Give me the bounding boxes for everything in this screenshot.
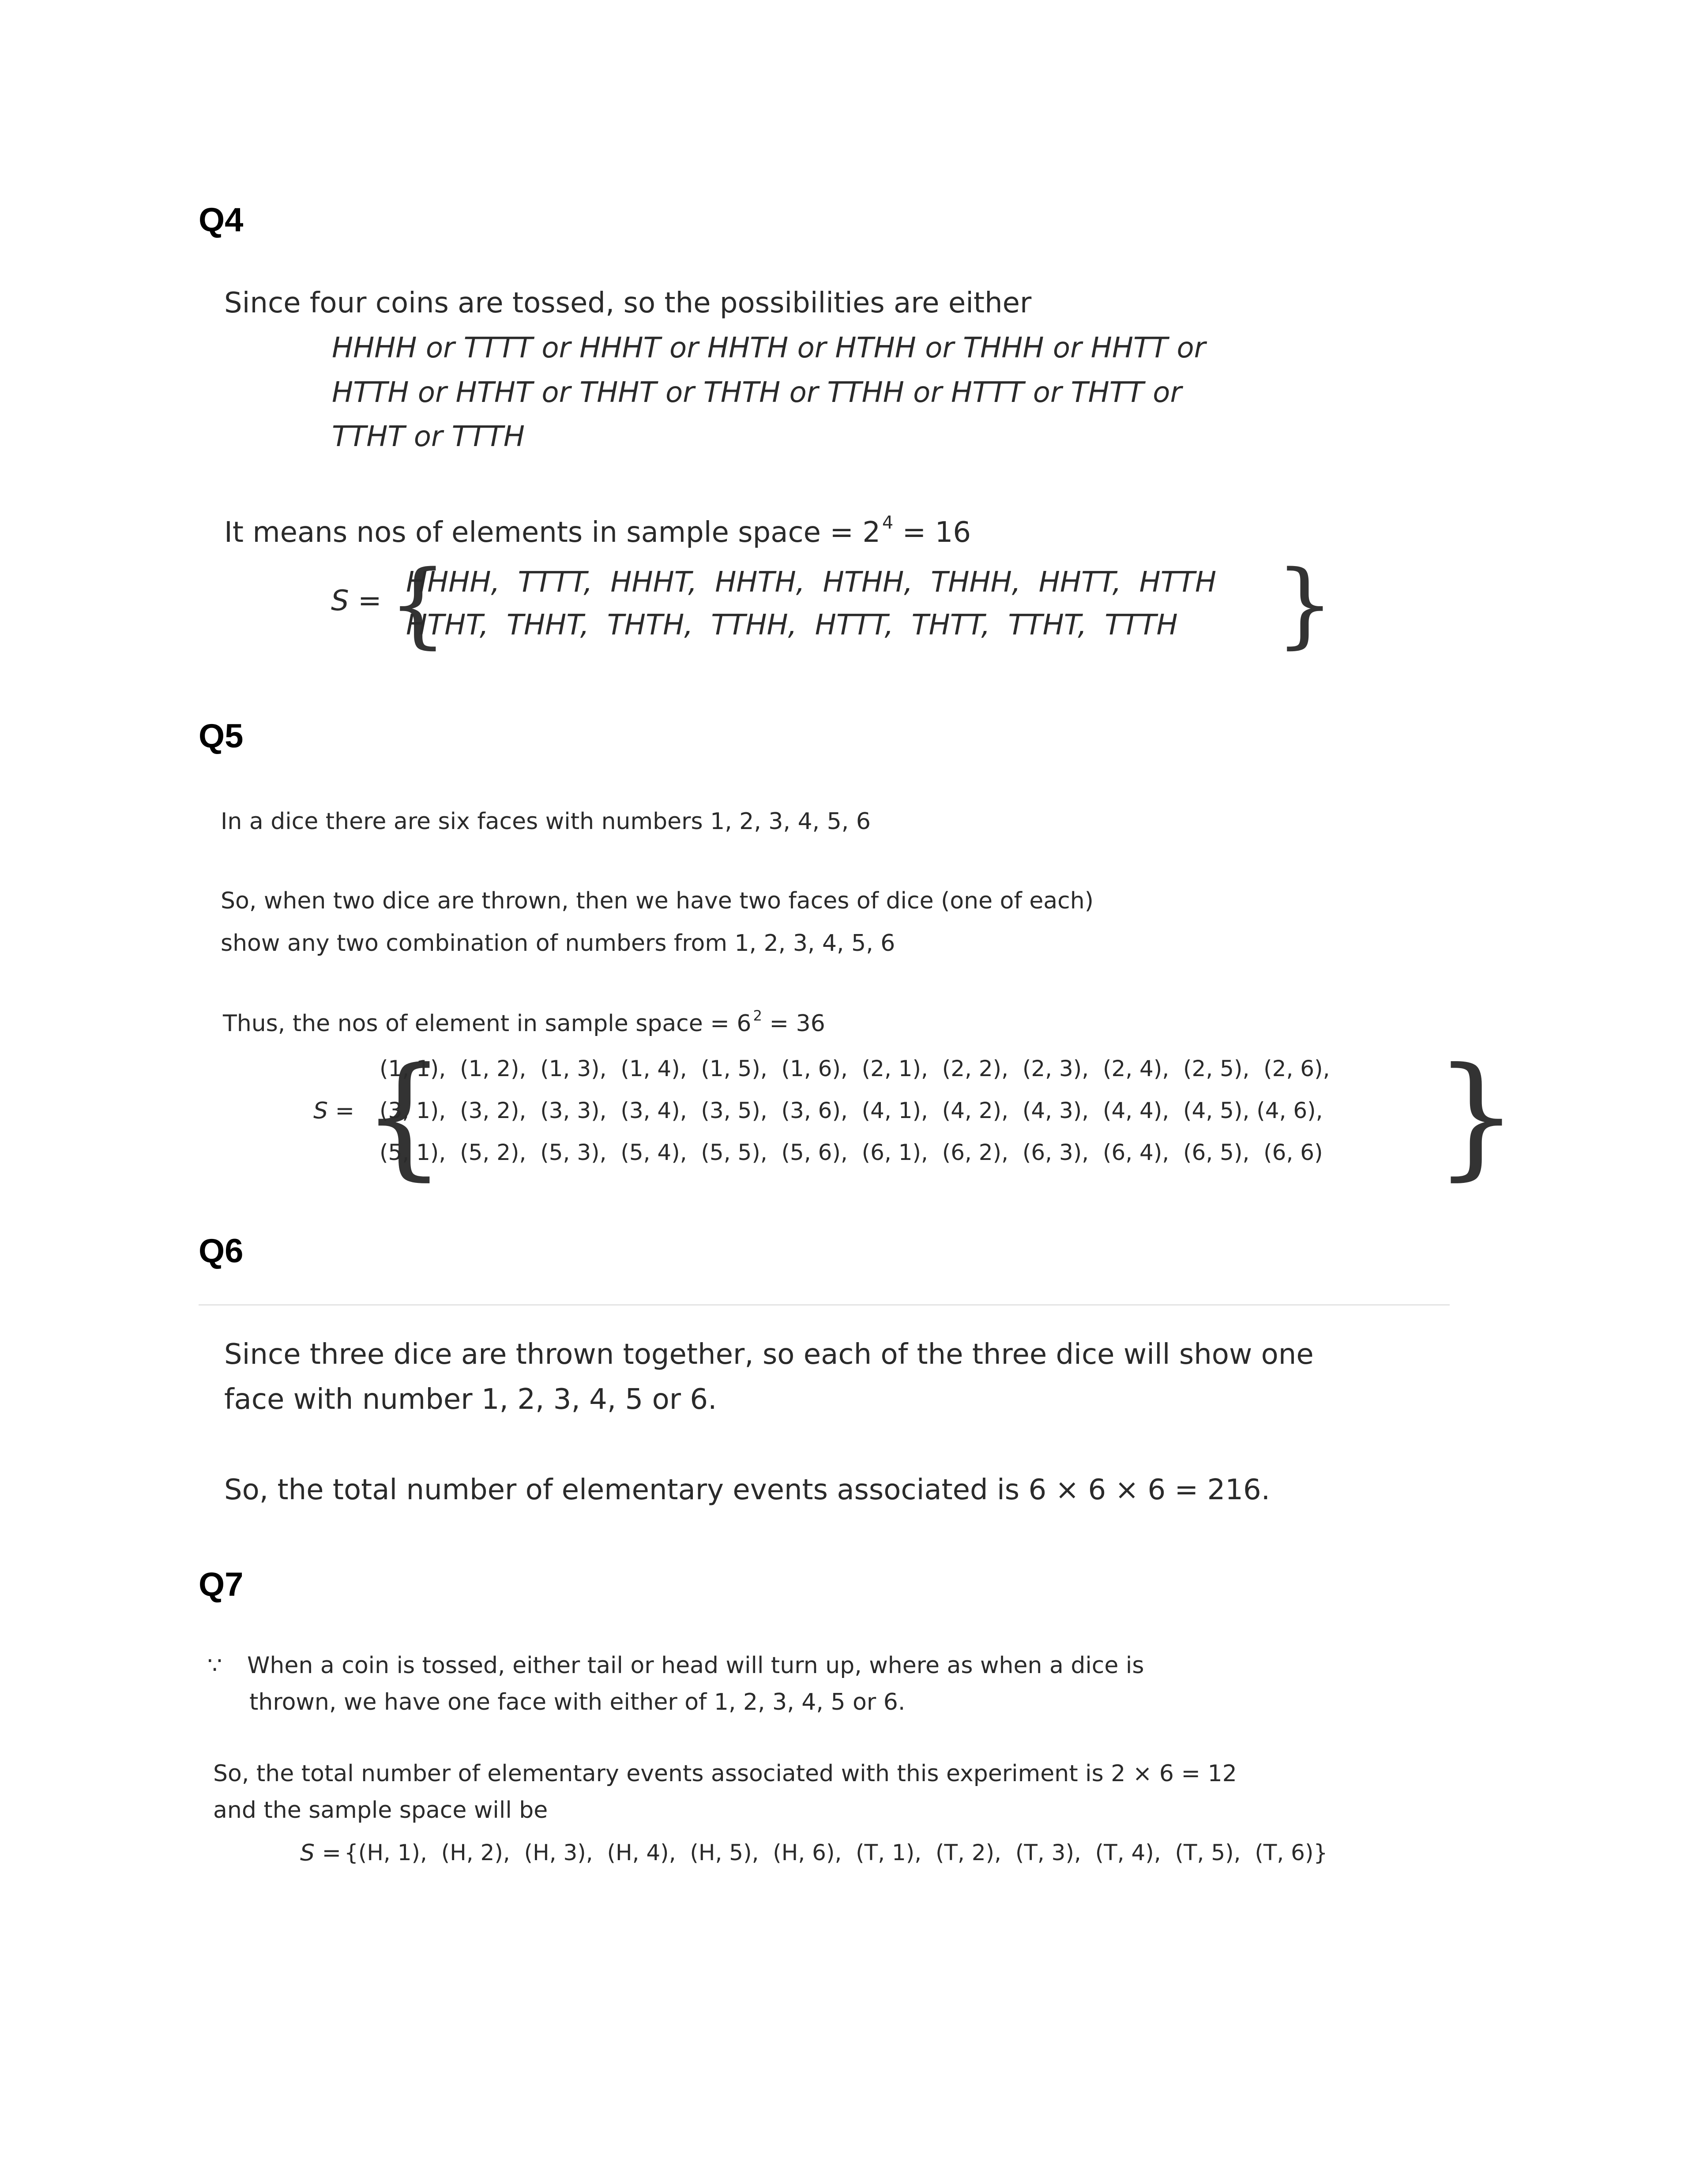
q6-heading: Q6	[199, 1232, 244, 1270]
q4-set-label: S =	[331, 585, 382, 617]
q7-set-row: {(H, 1), (H, 2), (H, 3), (H, 4), (H, 5), (H, 6), (T, 1), (T, 2), (T, 3), (T, 4), (T, 5), (T, 6)}	[344, 1840, 1328, 1865]
q4-set-row-1: HHHH, TTTT, HHHT, HHTH, HTHH, THHH, HHTT, HTTH	[406, 566, 1217, 599]
q5-line-3: show any two combination of numbers from 1, 2, 3, 4, 5, 6	[221, 930, 895, 957]
q7-heading: Q7	[199, 1566, 244, 1603]
q7-line-1: When a coin is tossed, either tail or head will turn up, where as when a dice is	[247, 1652, 1144, 1679]
q5-sample-space-count	[223, 1007, 825, 1037]
q4-set-close-brace: }	[1275, 550, 1335, 658]
q4-sample-space-count	[224, 513, 971, 549]
q4-possibilities-line-1: HHHH or TTTT or HHHT or HHTH or HTHH or THHH or HHTT or	[332, 332, 1206, 364]
q5-set-row-3: (5, 1), (5, 2), (5, 3), (5, 4), (5, 5), (5, 6), (6, 1), (6, 2), (6, 3), (6, 4), (6, 5), (6, 6)	[380, 1140, 1323, 1165]
q7-line-3: So, the total number of elementary events associated with this experiment is 2 × 6 = 12	[213, 1760, 1237, 1787]
q7-set-label: S =	[300, 1840, 342, 1866]
q5-line-2: So, when two dice are thrown, then we have two faces of dice (one of each)	[221, 888, 1094, 914]
q5-set-label: S =	[313, 1098, 355, 1124]
q5-set-row-1: (1, 1), (1, 2), (1, 3), (1, 4), (1, 5), (1, 6), (2, 1), (2, 2), (2, 3), (2, 4), (2, 5), (2, 6),	[380, 1056, 1330, 1081]
q6-line-3: So, the total number of elementary events associated is 6 × 6 × 6 = 216.	[224, 1474, 1271, 1506]
q4-set-open-brace: {	[388, 550, 447, 658]
q5-line-1: In a dice there are six faces with numbers 1, 2, 3, 4, 5, 6	[221, 808, 871, 835]
q5-count-text: Thus, the nos of element in sample space = 6	[223, 1010, 752, 1037]
q5-heading: Q5	[199, 717, 244, 755]
q4-possibilities-line-2: HTTH or HTHT or THHT or THTH or TTHH or HTTT or THTT or	[332, 376, 1182, 409]
q7-because-symbol: ∵	[207, 1652, 222, 1679]
q4-count-result: = 16	[893, 516, 971, 549]
q7-line-2: thrown, we have one face with either of 1, 2, 3, 4, 5 or 6.	[249, 1689, 906, 1715]
q4-heading: Q4	[199, 201, 244, 239]
q4-count-text: It means nos of elements in sample space = 2	[224, 516, 881, 549]
q5-set-open-brace: {	[362, 1039, 446, 1193]
q5-count-result: = 36	[762, 1010, 825, 1037]
q6-line-1: Since three dice are thrown together, so each of the three dice will show one	[224, 1338, 1314, 1371]
q4-intro: Since four coins are tossed, so the possibilities are either	[224, 287, 1032, 319]
q4-count-exponent: 4	[882, 513, 894, 533]
q7-line-4: and the sample space will be	[213, 1797, 548, 1824]
q4-set-row-2: HTHT, THHT, THTH, TTHH, HTTT, THTT, TTHT, TTTH	[406, 609, 1178, 642]
q4-possibilities-line-3: TTHT or TTTH	[332, 420, 525, 453]
q5-set-row-2: (3, 1), (3, 2), (3, 3), (3, 4), (3, 5), (3, 6), (4, 1), (4, 2), (4, 3), (4, 4), (4, 5), (4, 6),	[380, 1098, 1323, 1123]
q6-divider	[199, 1304, 1450, 1306]
q6-line-2: face with number 1, 2, 3, 4, 5 or 6.	[224, 1383, 717, 1416]
q5-count-exponent: 2	[753, 1007, 762, 1024]
q5-set-close-brace: }	[1434, 1039, 1519, 1193]
